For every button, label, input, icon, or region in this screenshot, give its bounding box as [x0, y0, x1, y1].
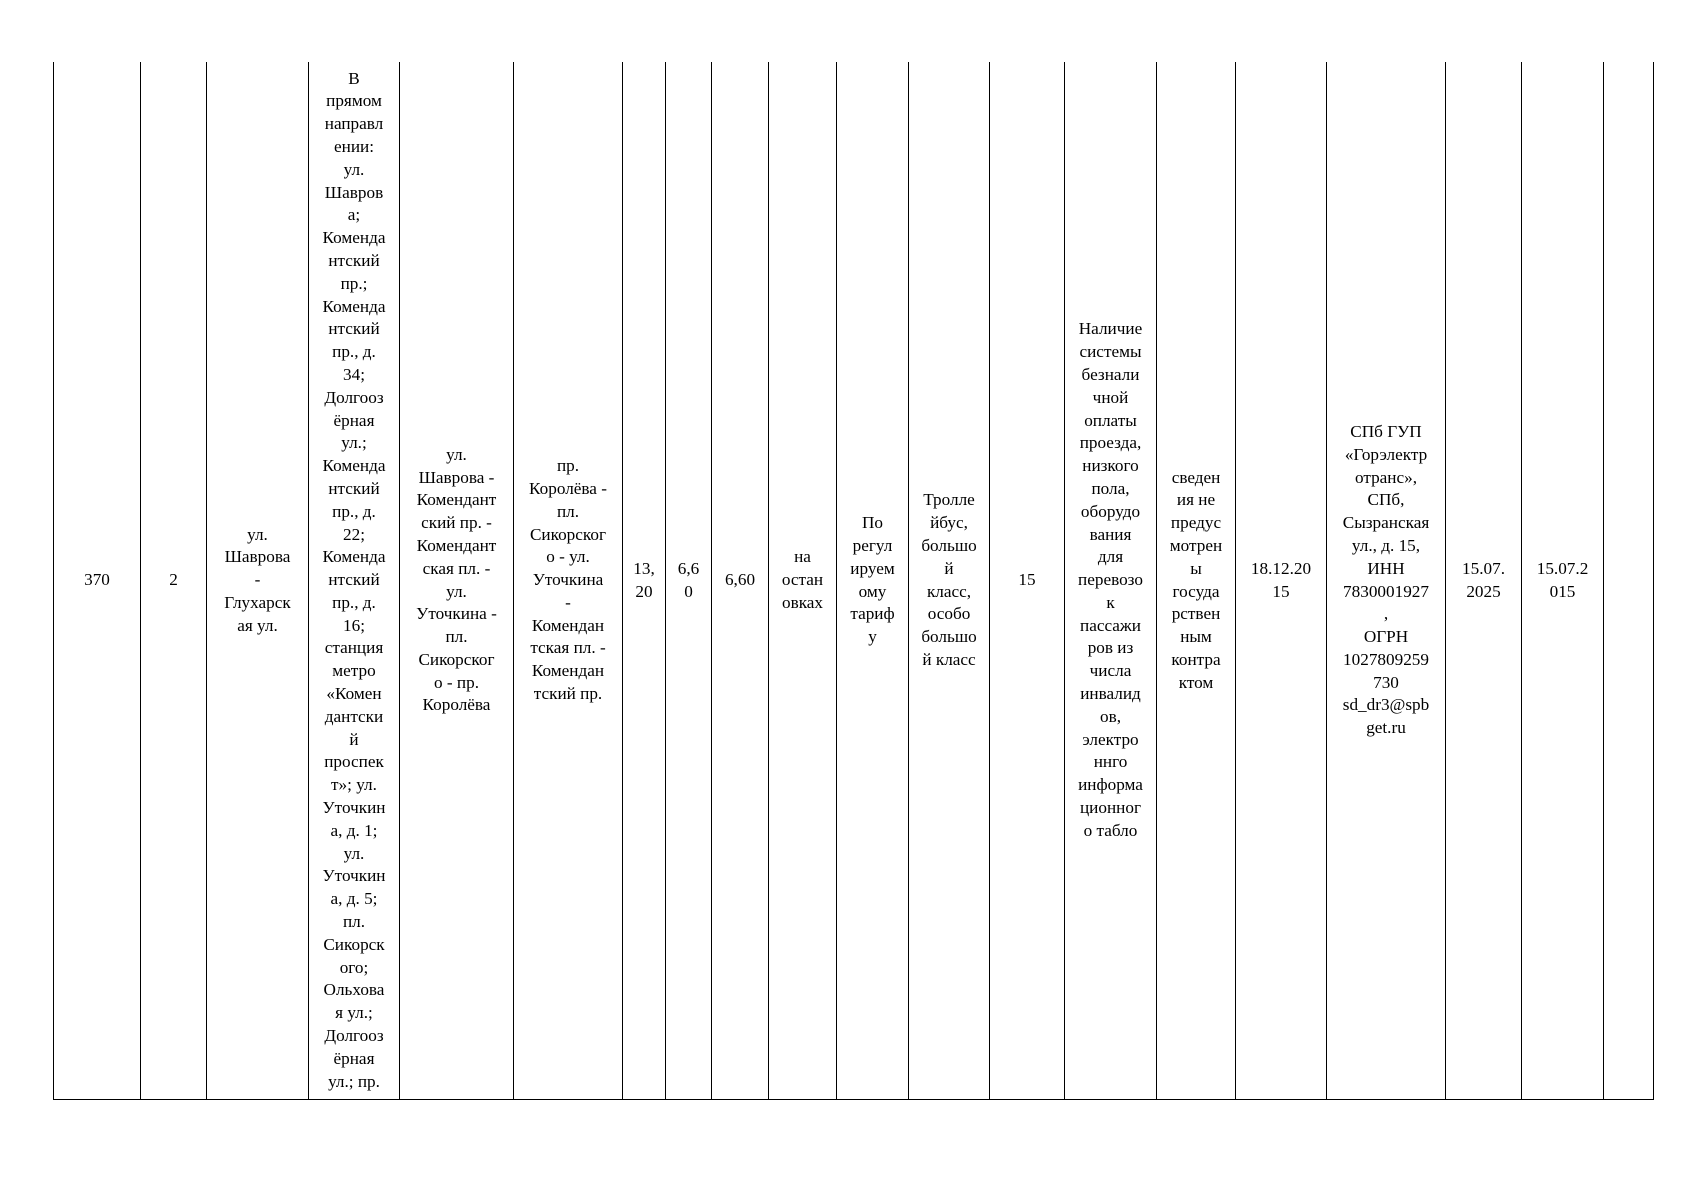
text-line: 2025	[1466, 581, 1501, 601]
text-line: 16;	[343, 615, 365, 635]
text-line: пл.	[445, 627, 468, 647]
text-line: Уточкин	[322, 866, 386, 886]
text-line: 15.07.2	[1536, 558, 1589, 578]
text-line: пр.;	[340, 273, 368, 293]
text-line: вания	[1089, 524, 1132, 544]
text-line: Королёва	[422, 695, 491, 715]
text-line: ул., д. 15,	[1351, 535, 1421, 555]
length-forward-cell	[623, 62, 666, 1100]
text-line: контра	[1171, 649, 1221, 669]
start-date-cell	[1236, 62, 1327, 1100]
text-line: ров из	[1087, 638, 1134, 658]
table-row	[54, 62, 1654, 1100]
text-line: а, д. 1;	[330, 820, 378, 840]
text-line: станция	[324, 638, 384, 658]
text-line: Уточкина -	[416, 604, 497, 624]
date-cell-2	[1522, 62, 1604, 1100]
text-line: для	[1097, 547, 1124, 567]
text-line: безнали	[1081, 364, 1140, 384]
text-line: Шаврова -	[418, 467, 495, 487]
text-line: ёрная	[333, 410, 375, 430]
text-line: «Комен	[326, 684, 382, 704]
date-cell-1	[1446, 62, 1522, 1100]
text-line: Комендан	[531, 615, 605, 635]
text-line: Коменда	[322, 547, 386, 567]
text-line: ннго	[1093, 752, 1128, 772]
text-line: 730	[1373, 672, 1399, 692]
text-line: я ул.;	[335, 1003, 373, 1023]
text-line: прямом	[326, 91, 382, 111]
text-line: Сызранская	[1342, 513, 1430, 533]
text-line: пл.	[342, 912, 366, 932]
text-line: ул.; пр.	[328, 1071, 380, 1091]
text-line: нтский	[328, 250, 380, 270]
text-line: По	[861, 513, 883, 533]
text-line: ,	[1383, 604, 1389, 624]
text-line: Комендан	[531, 661, 605, 681]
text-line: дантски	[324, 706, 384, 726]
text-line: остан	[781, 570, 824, 590]
text-line: ул.	[446, 444, 467, 464]
text-line: низкого	[1082, 456, 1139, 476]
text-line: пр., д.	[332, 501, 376, 521]
boarding-order-cell	[769, 62, 837, 1100]
text-line: чной	[1092, 387, 1129, 407]
text-line: нтский	[328, 478, 380, 498]
text-line: ОГРН	[1363, 627, 1409, 647]
text-line: направл	[324, 114, 384, 134]
text-line: ая ул.	[237, 615, 278, 635]
text-line: рствен	[1171, 604, 1221, 624]
text-line: 7830001927	[1343, 581, 1429, 601]
characteristics-cell	[1065, 62, 1157, 1100]
text-line: оборудо	[1080, 501, 1141, 521]
text-line: ении:	[334, 136, 374, 156]
text-line: нтский	[328, 319, 380, 339]
text-line: 015	[1549, 581, 1576, 601]
text-line: ому	[858, 581, 887, 601]
text-line: проезда,	[1079, 433, 1142, 453]
text-line: Комендант	[416, 490, 497, 510]
text-line: ул.	[446, 581, 467, 601]
empty-cell	[1604, 62, 1654, 1100]
text-line: предус	[1170, 513, 1222, 533]
text-line: ул.	[247, 524, 268, 544]
text-line: В	[348, 68, 360, 88]
text-line: на	[794, 547, 811, 567]
text-line: особо	[927, 604, 971, 624]
contract-info-cell	[1157, 62, 1236, 1100]
text-line: нтский	[328, 570, 380, 590]
fare-type-cell	[837, 62, 909, 1100]
text-line: ский пр. -	[421, 513, 492, 533]
text-line: ого;	[339, 957, 369, 977]
text-line: 1027809259	[1343, 649, 1429, 669]
text-line: Коменда	[322, 456, 386, 476]
text-line: ия не	[1176, 490, 1216, 510]
text-line: Ольхова	[323, 980, 385, 1000]
text-line: й	[349, 729, 359, 749]
text-line: о - пр.	[434, 672, 479, 692]
text-line: СПб ГУП	[1350, 421, 1422, 441]
text-line: 0	[684, 581, 693, 601]
text-line: Сикорског	[418, 649, 495, 669]
text-line: ируем	[850, 558, 895, 578]
text-line: мотрен	[1169, 535, 1223, 555]
text-line: тариф	[850, 604, 895, 624]
text-line: тский пр.	[533, 684, 603, 704]
text-line: пр., д.	[332, 592, 376, 612]
text-line: пл.	[556, 501, 580, 521]
text-line: -	[254, 570, 261, 590]
text-line: Долгооз	[324, 1026, 384, 1046]
text-line: йбус,	[930, 513, 968, 533]
text-line: Тролле	[923, 490, 975, 510]
text-line: ул.	[343, 843, 365, 863]
text-line: Сикорск	[323, 934, 385, 954]
text-line: госуда	[1172, 581, 1220, 601]
route-registry-table	[53, 62, 1654, 1100]
text-line: регул	[852, 535, 893, 555]
text-line: ы	[1190, 558, 1202, 578]
text-line: Шаврова	[224, 547, 291, 567]
text-line: перевозо	[1078, 570, 1143, 590]
registry-number-cell: 370	[54, 62, 141, 1100]
text-line: Коменда	[322, 228, 386, 248]
text-line: у	[868, 627, 877, 647]
text-line: ул.	[343, 159, 365, 179]
text-line: числа	[1089, 661, 1132, 681]
text-line: ционног	[1079, 798, 1142, 818]
text-line: get.ru	[1366, 718, 1406, 738]
text-line: 13,	[633, 558, 655, 578]
text-line: й	[944, 558, 954, 578]
text-line: ов,	[1099, 706, 1121, 726]
stops-cell	[309, 62, 400, 1100]
text-line: ская пл. -	[422, 558, 491, 578]
length-total-cell: 6,60	[712, 62, 769, 1100]
text-line: тская пл. -	[530, 638, 606, 658]
text-line: пр., д.	[332, 342, 376, 362]
carrier-cell	[1327, 62, 1446, 1100]
text-line: ным	[1180, 627, 1212, 647]
text-line: Шавров	[324, 182, 384, 202]
text-line: 34;	[343, 364, 365, 384]
route-number-cell: 2	[141, 62, 207, 1100]
text-line: Уточкина	[532, 570, 604, 590]
text-line: класс,	[926, 581, 972, 601]
text-line: пассажи	[1080, 615, 1141, 635]
length-backward-cell	[666, 62, 712, 1100]
text-line: оплаты	[1084, 410, 1137, 430]
text-line: 6,6	[677, 558, 700, 578]
text-line: «Горэлектр	[1344, 444, 1428, 464]
text-line: Глухарск	[224, 592, 291, 612]
text-line: 15	[1272, 581, 1290, 601]
text-line: информа	[1078, 775, 1143, 795]
text-line: овках	[781, 592, 824, 612]
text-line: т»; ул.	[331, 775, 377, 795]
text-line: Королёва -	[529, 478, 607, 498]
route-name-cell	[207, 62, 309, 1100]
text-line: Долгооз	[324, 387, 384, 407]
text-line: метро	[332, 661, 376, 681]
text-line: отранс»,	[1354, 467, 1418, 487]
text-line: о - ул.	[546, 547, 590, 567]
text-line: -	[565, 592, 571, 612]
text-line: Наличие	[1078, 319, 1143, 339]
text-line: Коменда	[322, 296, 386, 316]
text-line: ктом	[1178, 672, 1214, 692]
text-line: о табло	[1083, 820, 1138, 840]
streets-forward-cell	[400, 62, 514, 1100]
text-line: сведен	[1171, 467, 1221, 487]
text-line: й класс	[922, 649, 976, 669]
text-line: 22;	[343, 524, 365, 544]
text-line: 15.07.	[1462, 558, 1505, 578]
text-line: большо	[921, 535, 977, 555]
text-line: а;	[347, 205, 361, 225]
text-line: Комендант	[416, 535, 497, 555]
text-line: СПб,	[1367, 490, 1405, 510]
text-line: электро	[1082, 729, 1139, 749]
text-line: 20	[635, 581, 653, 601]
text-line: Сикорског	[529, 524, 607, 544]
vehicles-cell	[909, 62, 990, 1100]
text-line: sd_dr3@spb	[1342, 695, 1430, 715]
text-line: инвалид	[1080, 684, 1141, 704]
text-line: ул.;	[341, 433, 367, 453]
text-line: пр.	[556, 456, 580, 476]
text-line: системы	[1079, 342, 1142, 362]
text-line: пола,	[1091, 478, 1130, 498]
text-line: Уточкин	[322, 798, 386, 818]
vehicle-count-cell: 15	[990, 62, 1065, 1100]
text-line: ИНН	[1367, 558, 1405, 578]
text-line: а, д. 5;	[330, 889, 378, 909]
text-line: к	[1106, 592, 1115, 612]
text-line: 18.12.20	[1250, 558, 1312, 578]
text-line: ёрная	[333, 1048, 375, 1068]
text-line: большо	[921, 627, 977, 647]
text-line: проспек	[324, 752, 384, 772]
streets-backward-cell	[514, 62, 623, 1100]
